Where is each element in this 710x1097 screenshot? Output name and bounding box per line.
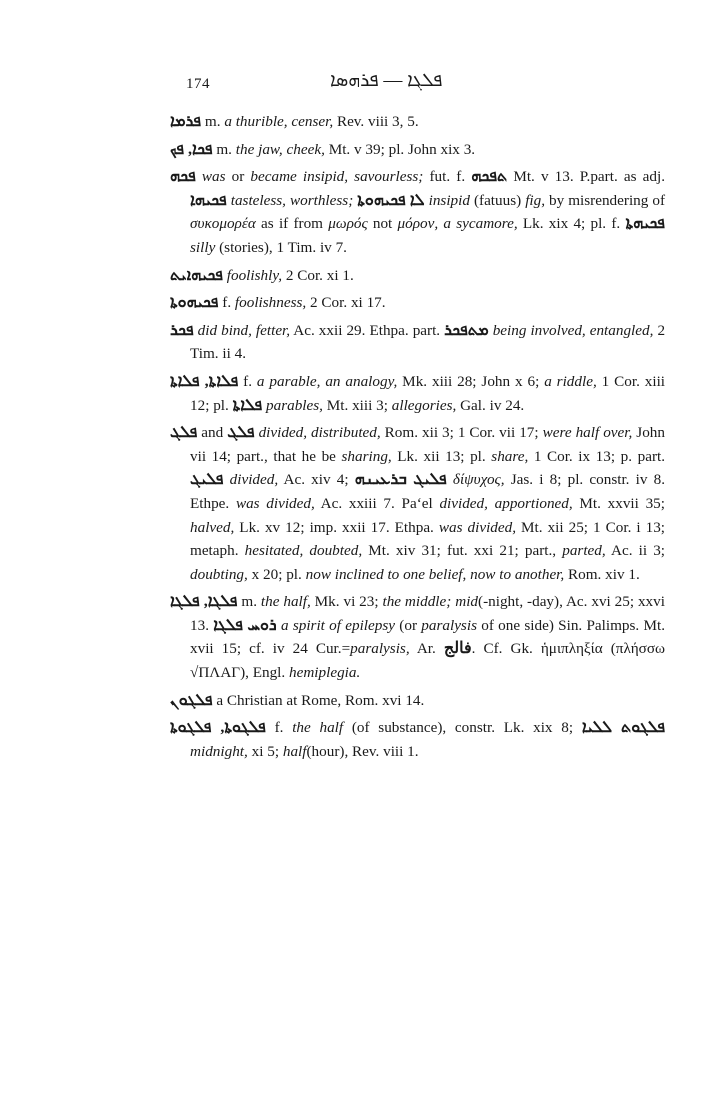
syriac-headword: ܦܟܝܗܘܬܐ <box>170 294 219 312</box>
syriac-headword: ܦܠܝܓ <box>190 471 224 489</box>
entry-text: Mt. v 39; pl. John xix 3. <box>324 140 476 158</box>
entry-text: m. <box>201 113 225 130</box>
gloss-text: allegories, <box>391 396 457 414</box>
gloss-text: halved, <box>190 518 235 536</box>
syriac-headword: ܪܘܚ ܦܠܓܐ <box>213 616 277 634</box>
entry-text: Ac. xxiii 7. Pa‘el <box>314 494 440 512</box>
gloss-text: was <box>201 168 226 186</box>
entry-text: (of substance), constr. Lk. xix 8; <box>343 719 582 737</box>
entry-text: 2 Cor. xi 1. <box>282 266 354 284</box>
entry-text: by misrendering of <box>545 191 665 209</box>
syriac-headword: ܦܟܗ <box>170 168 196 186</box>
entry-text: Jas. i 8; pl. constr. iv 8. Ethpe. <box>190 471 666 512</box>
syriac-headword: ܦܠܓܘܢ <box>170 691 213 709</box>
entry-text: x 20; pl. <box>247 565 306 583</box>
gloss-text: a parable, an analogy, <box>256 372 398 390</box>
entry-text: a Christian at Rome, Rom. xvi 14. <box>212 691 425 709</box>
dictionary-entry <box>170 689 665 713</box>
gloss-text: paralysis <box>421 616 477 634</box>
gloss-text: half <box>282 742 307 760</box>
entry-text: m. <box>212 140 236 158</box>
syriac-headword: ܦܟܝܗܐܝܬ <box>170 266 223 284</box>
gloss-text: a spirit of epilepsy <box>280 616 396 634</box>
gloss-text: a thurible, censer, <box>224 113 334 130</box>
entry-text: fut. f. <box>423 168 472 186</box>
entry-text: (stories), 1 Tim. iv 7. <box>215 238 347 256</box>
gloss-text: fig, <box>525 191 546 209</box>
syriac-headword: ܦܠܐܬܐ <box>232 396 263 414</box>
syriac-headword: ܬܦܟܗ <box>471 168 508 186</box>
entry-text: 2 Tim. ii 4. <box>190 321 666 363</box>
entry-text: Gal. iv 24. <box>456 396 525 414</box>
gloss-text: συκομορέα <box>190 215 256 233</box>
gloss-text: paralysis, <box>350 640 410 658</box>
entry-text: Mt. xiii 3; <box>322 396 392 414</box>
entry-text: 1 Cor. ix 13; p. part. <box>528 447 666 465</box>
entry-text: and <box>197 424 228 442</box>
entry-text: . Cf. Gk. ἡμιπληξία (πλήσσω √ΠΛΑΓ), Engl. <box>190 640 666 682</box>
entry-text: Lk. xix 4; pl. f. <box>517 215 626 233</box>
gloss-text: divided, distributed, <box>258 424 381 442</box>
syriac-headword: ܦܠܓ <box>227 424 255 442</box>
syriac-headword: ܦܠܓܐ, ܦܠܓܐ <box>170 593 238 611</box>
entry-text: Ac. xiv 4; <box>278 471 355 489</box>
entry-text: (fatuus) <box>469 191 526 209</box>
entry-text: Mt. v 13. P.part. as adj. <box>507 168 665 186</box>
gloss-text: did bind, fetter, <box>197 321 291 339</box>
dictionary-entry <box>170 110 665 134</box>
entry-text: Ac. ii 3; <box>605 542 666 560</box>
syriac-headword: ܦܪܡܐ <box>170 113 202 130</box>
entry-text: Rom. xiv 1. <box>564 565 640 583</box>
dictionary-entry <box>170 138 665 162</box>
dictionary-entry <box>170 291 665 315</box>
gloss-text: parables, <box>266 396 323 414</box>
entry-text: Ac. xxii 29. Ethpa. part. <box>290 321 445 339</box>
entry-text: Mt. xiv 31; fut. xxi 21; part., <box>362 542 563 560</box>
syriac-headword: ܡܬܦܟܪ <box>444 321 489 339</box>
entry-text: Ar. <box>409 640 444 658</box>
running-head: ܦܠܓܐ — ܦܪܗܣܐ <box>330 70 443 91</box>
gloss-text: being involved, entangled, <box>492 321 654 339</box>
dictionary-entry <box>170 590 665 684</box>
entry-text: Mk. xiii 28; John x 6; <box>397 372 545 390</box>
gloss-text: parted, <box>562 542 606 560</box>
syriac-headword: ܦܠܓܘܬ ܠܠܝܐ <box>581 719 666 737</box>
entry-text: 1 Cor. xiii 12; pl. <box>190 372 666 414</box>
gloss-text: a riddle, <box>544 372 597 390</box>
entry-text: 2 Cor. xi 17. <box>306 294 386 312</box>
gloss-text: divided, <box>229 471 279 489</box>
gloss-text: was divided, <box>438 518 517 536</box>
entry-text: (hour), Rev. viii 1. <box>306 742 419 760</box>
syriac-headword: ܦܠܓ <box>170 424 198 442</box>
gloss-text: midnight, <box>190 742 248 760</box>
dictionary-entry <box>170 165 665 259</box>
gloss-text: foolishness, <box>234 294 307 312</box>
entry-text: Mk. vi 23; <box>310 593 383 611</box>
syriac-headword: ܦܟܪ <box>170 321 194 339</box>
dictionary-entry <box>170 716 665 763</box>
entry-text: John vii 14; part., that he be <box>190 424 665 465</box>
dictionary-entry <box>170 264 665 288</box>
gloss-text: the half <box>292 719 344 737</box>
entry-text: or <box>225 168 251 186</box>
gloss-text: insipid <box>428 191 470 209</box>
gloss-text: silly <box>190 238 216 256</box>
gloss-text: the half, <box>260 593 311 611</box>
gloss-text: divided, apportioned, <box>439 494 573 512</box>
entry-text: of one side) Sin. Palimps. Mt. xvii 15; cf. iv 24 Cur.= <box>190 616 666 658</box>
entry-text: Rom. xii 3; 1 Cor. vii 17; <box>380 424 543 442</box>
dictionary-entry <box>170 319 665 366</box>
gloss-text: hemiplegia. <box>289 664 361 682</box>
dictionary-entries <box>170 110 665 767</box>
syriac-headword: ܦܠܝܓ ܒܪܥܝܢܗ <box>354 471 447 489</box>
entry-text: f. <box>218 294 235 312</box>
entry-text: (or <box>395 616 422 634</box>
entry-text: Mt. xxvii 35; <box>572 494 665 512</box>
gloss-text: the jaw, cheek, <box>235 140 325 158</box>
entry-text: Mt. xii 25; 1 Cor. i 13; metaph. <box>190 518 666 560</box>
dictionary-entry <box>170 421 665 586</box>
gloss-text: sharing, <box>341 447 392 465</box>
gloss-text: foolishly, <box>226 266 283 284</box>
gloss-text: share, <box>491 447 529 465</box>
syriac-headword: ܠܐ ܦܟܝܗܘܬܐ <box>357 191 425 209</box>
gloss-text: was divided, <box>235 494 315 512</box>
page-number: 174 <box>186 76 210 92</box>
syriac-headword: ܦܟܝܗܬܐ <box>625 215 665 233</box>
entry-text: as if from <box>255 215 329 233</box>
gloss-text: μόρον, a sycamore, <box>397 215 518 233</box>
entry-text: Lk. xv 12; imp. xxii 17. Ethpa. <box>234 518 439 536</box>
entry-text: xi 5; <box>247 742 283 760</box>
entry-text: m. <box>237 593 261 611</box>
gloss-text: became insipid, savourless; <box>250 168 424 186</box>
gloss-text: doubting, <box>190 565 248 583</box>
entry-text: (-night, -day), Ac. xvi 25; xxvi 13. <box>190 593 665 634</box>
entry-text: Rev. viii 3, 5. <box>333 113 419 130</box>
syriac-headword: ܦܠܓܘܬܐ, ܦܠܓܘܬܐ <box>170 719 266 737</box>
entry-text: f. <box>265 719 293 737</box>
entry-text: f. <box>238 372 257 390</box>
syriac-headword: ܦܟܝܗܐ <box>190 191 227 209</box>
syriac-headword: ܦܟܐ, ܦܟ <box>170 140 213 158</box>
gloss-text: hesitated, doubted, <box>244 542 363 560</box>
entry-text: Lk. xii 13; pl. <box>391 447 492 465</box>
gloss-text: tasteless, worthless; <box>230 191 354 209</box>
dictionary-entry <box>170 370 665 417</box>
syriac-headword: ܦܠܐܬܐ, ܦܠܐܬܐ <box>170 372 239 390</box>
gloss-text: the middle; mid <box>382 593 479 611</box>
entry-text: not <box>367 215 398 233</box>
gloss-text: now inclined to one belief, now to another, <box>305 565 565 583</box>
gloss-text: δίψυχος, <box>452 471 505 489</box>
gloss-text: μωρός <box>328 215 368 233</box>
syriac-headword: فالج <box>443 640 472 658</box>
gloss-text: were half over, <box>542 424 633 442</box>
